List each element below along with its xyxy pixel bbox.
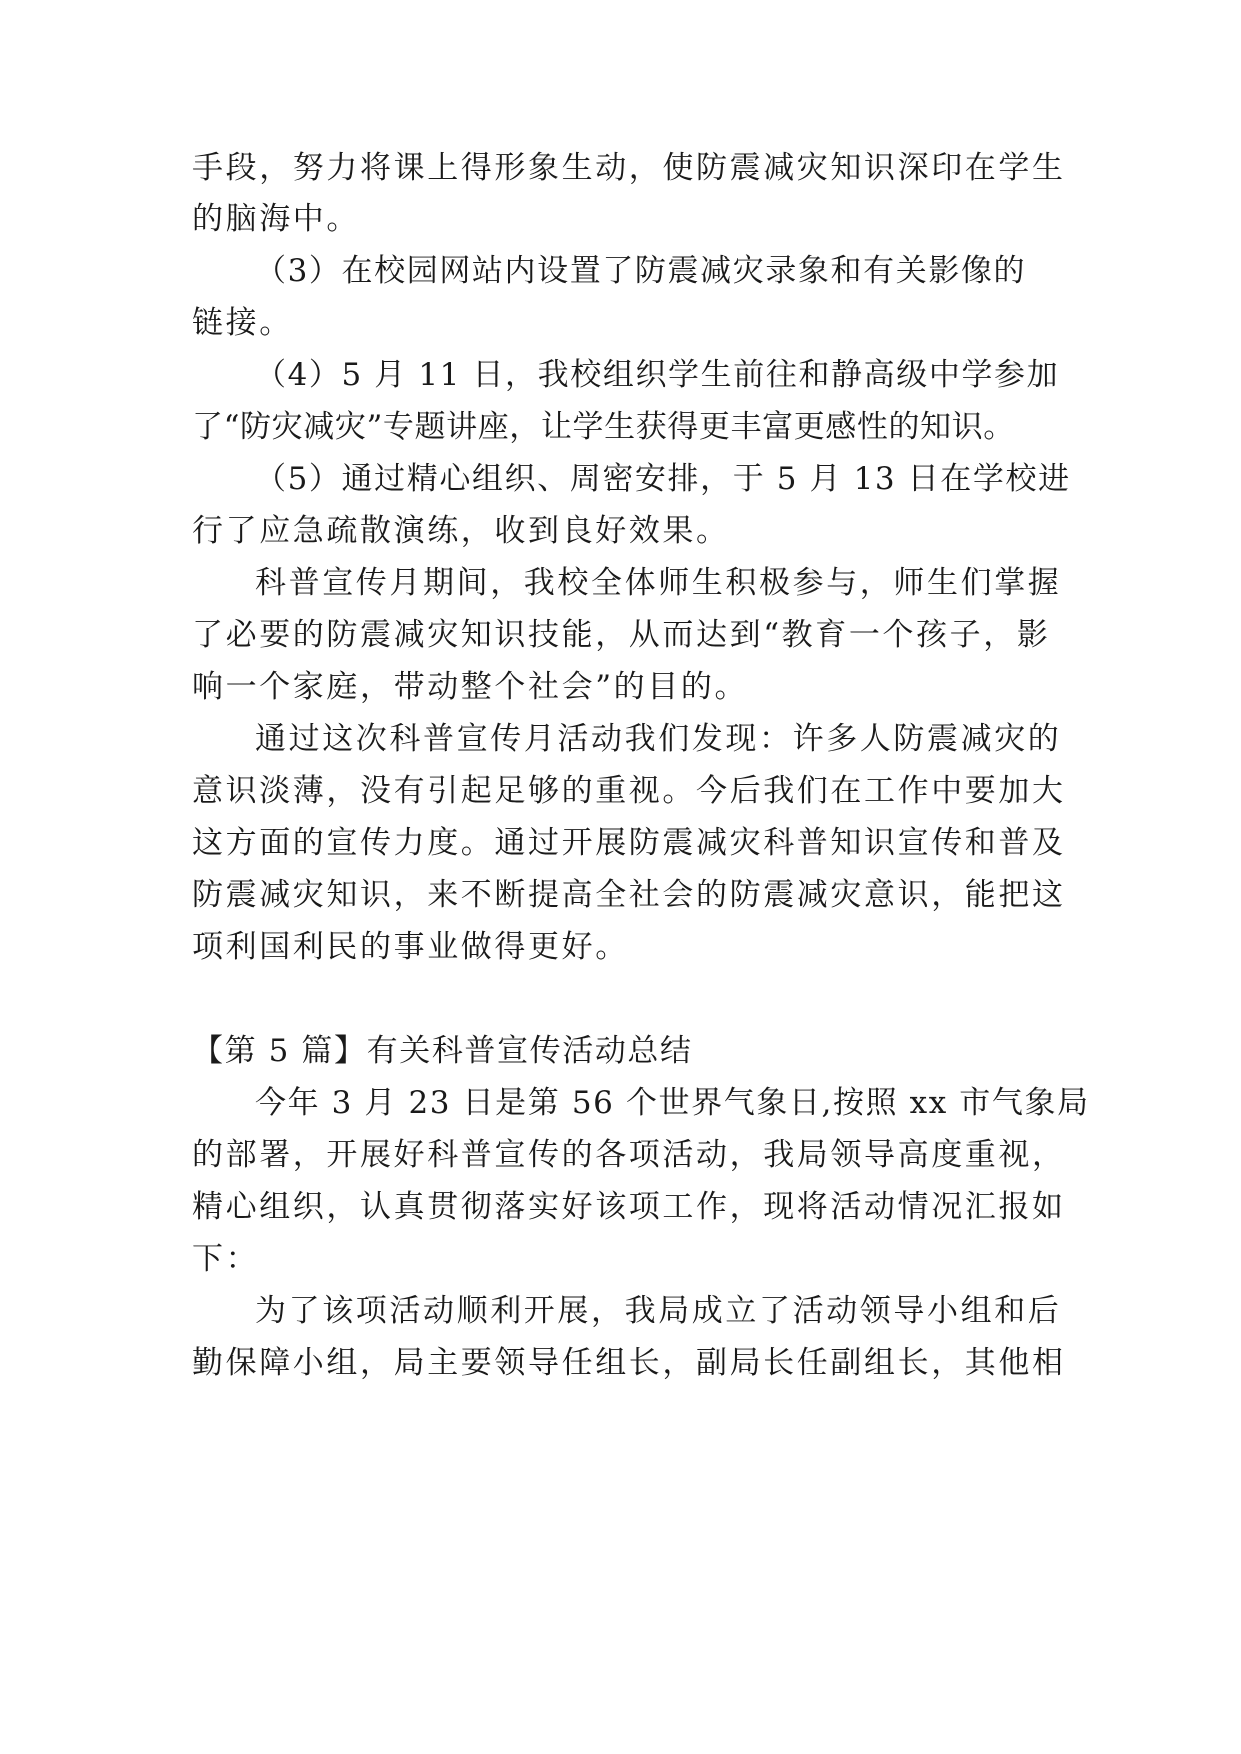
paragraph-line: 链接。 bbox=[192, 305, 293, 341]
paragraph-line: 今年 3 月 23 日是第 56 个世界气象日,按照 xx 市气象局 bbox=[255, 1085, 1090, 1121]
section-heading: 【第 5 篇】有关科普宣传活动总结 bbox=[192, 1033, 693, 1069]
paragraph-line: 这方面的宣传力度。通过开展防震减灾科普知识宣传和普及 bbox=[192, 825, 1066, 861]
paragraph-line: 勤保障小组，局主要领导任组长，副局长任副组长，其他相 bbox=[192, 1345, 1066, 1381]
paragraph-line: 防震减灾知识，来不断提高全社会的防震减灾意识，能把这 bbox=[192, 877, 1066, 913]
paragraph-line: 行了应急疏散演练，收到良好效果。 bbox=[192, 513, 730, 549]
list-item-line: （3）在校园网站内设置了防震减灾录象和有关影像的 bbox=[255, 253, 1027, 289]
paragraph-line: 科普宣传月期间，我校全体师生积极参与，师生们掌握 bbox=[255, 565, 1062, 601]
paragraph-line: 为了该项活动顺利开展，我局成立了活动领导小组和后 bbox=[255, 1293, 1062, 1329]
paragraph-line: 响一个家庭，带动整个社会”的目的。 bbox=[192, 669, 749, 705]
paragraph-line: 手段，努力将课上得形象生动，使防震减灾知识深印在学生 bbox=[192, 150, 1066, 186]
paragraph-line: 了“防灾减灾”专题讲座，让学生获得更丰富更感性的知识。 bbox=[192, 409, 1015, 445]
paragraph-line: 项利国利民的事业做得更好。 bbox=[192, 929, 629, 965]
paragraph-line: 精心组织，认真贯彻落实好该项工作，现将活动情况汇报如 bbox=[192, 1189, 1066, 1225]
paragraph-line: 通过这次科普宣传月活动我们发现：许多人防震减灾的 bbox=[255, 721, 1062, 757]
list-item-line: （4）5 月 11 日，我校组织学生前往和静高级中学参加 bbox=[255, 357, 1060, 393]
list-item-line: （5）通过精心组织、周密安排，于 5 月 13 日在学校进 bbox=[255, 461, 1071, 497]
paragraph-line: 意识淡薄，没有引起足够的重视。今后我们在工作中要加大 bbox=[192, 773, 1066, 809]
paragraph-line: 了必要的防震减灾知识技能，从而达到“教育一个孩子，影 bbox=[192, 617, 1051, 653]
paragraph-line: 的部署，开展好科普宣传的各项活动，我局领导高度重视， bbox=[192, 1137, 1066, 1173]
paragraph-line: 下： bbox=[192, 1241, 260, 1277]
paragraph-line: 的脑海中。 bbox=[192, 201, 360, 237]
